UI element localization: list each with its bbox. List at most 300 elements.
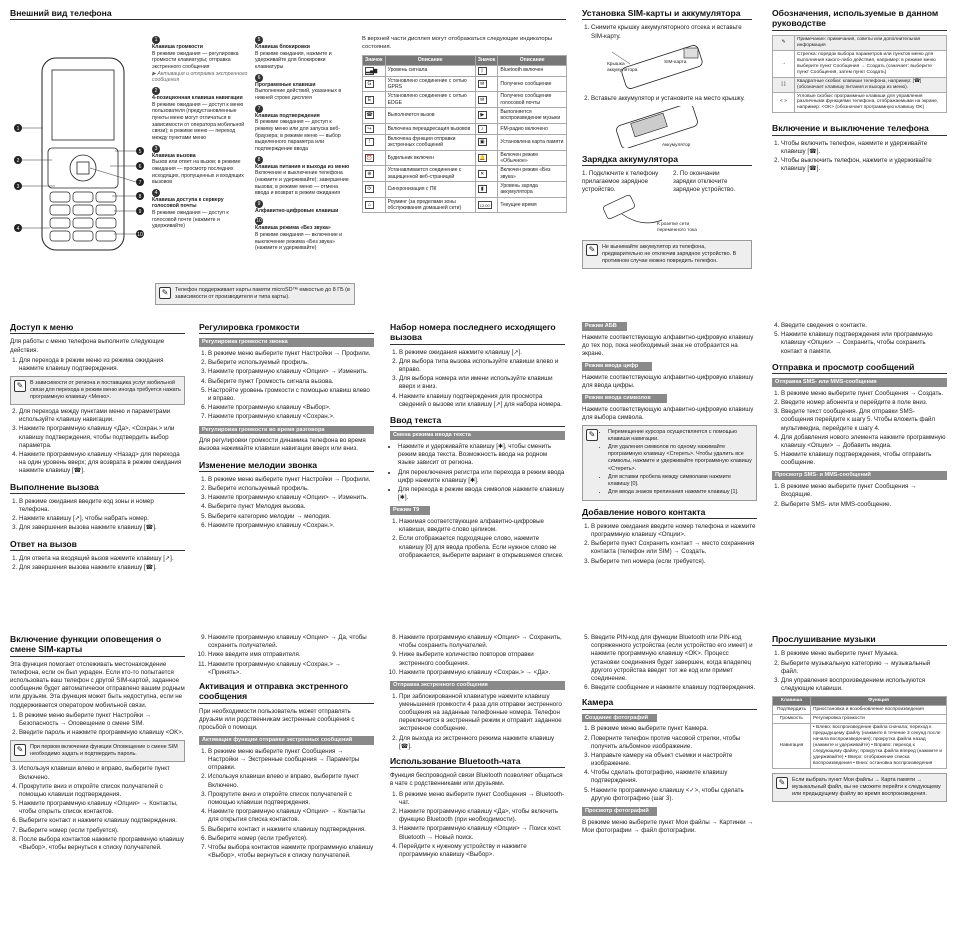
emergency-title: Активация и отправка экстренного сообщения xyxy=(199,681,374,704)
call-icon: ☎ xyxy=(366,112,373,119)
key-descriptions-right xyxy=(255,36,350,255)
voicemail-icon: ✉ xyxy=(478,96,487,104)
subsection-bar: Режим ввода символов xyxy=(582,394,667,403)
list-item: 2. Для выбора типа вызова используйте клавиши влево и вправо. xyxy=(399,358,565,374)
icon-desc: Включен режим «Обычное» xyxy=(498,150,567,166)
messages-view-steps xyxy=(772,483,947,509)
contact-steps xyxy=(582,523,757,566)
sim-alert-note xyxy=(10,740,185,762)
list-item: 2. Для выхода из экстренного режима нажмите клавишу [☎]. xyxy=(399,735,565,751)
volume-section xyxy=(199,322,374,533)
list-item: 1. В режиме ожидания нажмите клавишу [↗]. xyxy=(399,349,565,357)
key-number: 9 xyxy=(255,200,263,208)
sim-steps-2 xyxy=(582,95,752,103)
edge-icon: E xyxy=(365,96,374,104)
list-item: 4. Нажмите программную клавишу <Опции> → Контакты для открытия списка контактов. xyxy=(208,808,374,824)
list-item: 5. Нажмите клавишу подтверждения, чтобы отправить сообщение. xyxy=(781,451,947,467)
camera-steps xyxy=(582,725,757,803)
ringtone-title: Изменение мелодии звонка xyxy=(199,460,374,472)
icon-desc: Выполняется воспроизведение музыки xyxy=(498,108,567,124)
bluetooth-icon: ᛒ xyxy=(478,67,487,75)
key-name: Клавиша режима «Без звука» xyxy=(255,225,331,232)
list-item: • Нажмите и удерживайте клавишу [✱], чтобы сменить режим ввода текста. Возможность ввода на родном языке зависит от региона. xyxy=(398,443,565,468)
key-text: Вызов или ответ на вызов; в режиме ожидания — просмотр последних исходящих, пропущенных и входящих вызовов xyxy=(152,159,244,186)
key-number: 1 xyxy=(152,36,160,44)
silent-icon: ✕ xyxy=(478,170,487,178)
list-item: 1. В режиме меню выберите пункт Настройки → Профили. xyxy=(208,476,374,484)
table-row xyxy=(363,76,567,92)
list-item: 6. Выберите контакт и нажмите клавишу подтверждения. xyxy=(19,817,185,825)
paragraph: В режиме меню выберите пункт Мои файлы → Картинки → Мои фотографии → файл фотографии. xyxy=(582,818,754,834)
subsection-bar: Создание фотографий xyxy=(582,714,657,723)
table-row xyxy=(363,134,567,150)
svg-text:1: 1 xyxy=(16,126,20,132)
subsection-bar: Регулировка громкости во время разговора xyxy=(199,426,374,435)
svg-text:9: 9 xyxy=(138,209,142,215)
answer-title: Ответ на вызов xyxy=(10,539,185,551)
call-title: Выполнение вызова xyxy=(10,482,185,494)
list-item: 5. Выберите категорию мелодии → мелодия. xyxy=(208,513,374,521)
note-icon: ✎ xyxy=(14,380,26,392)
table-row xyxy=(773,35,947,50)
note-text: В зависимости от региона и поставщика услуг мобильной связи для перехода в режим меню иногда требуется нажать программную клавишу <Меню>. xyxy=(30,380,181,401)
list-item: 2. Для завершения вызова нажмите клавишу [☎]. xyxy=(19,564,185,572)
legend-title: Обозначения, используемые в данном руководстве xyxy=(772,8,947,31)
list-item: 4. Нажмите программную клавишу <Назад> для перехода на один уровень вверх; для возврата в режим ожидания нажмите клавишу [☎]. xyxy=(19,451,185,476)
icon-desc: FM-радио включено xyxy=(498,123,567,134)
sos-icon: ! xyxy=(365,138,374,146)
key-text: В режиме ожидания — доступ к режиму меню или для запуска веб-браузера; в режиме меню — выбор выделенного параметра или подтверждение ввода xyxy=(255,119,341,152)
label-sim: SIM-карта xyxy=(664,60,687,65)
sim-alert-steps xyxy=(10,712,185,738)
subsection-bar: Просмотр SMS- и MMS-сообщений xyxy=(772,471,947,480)
call-steps xyxy=(10,498,185,533)
music-steps xyxy=(772,650,947,693)
key-number: 5 xyxy=(255,36,263,44)
legend-text: Угловые скобки: программные клавиши для управления различными функциями телефона, отображаемыми на экране, например: <OK> (обозначает программную клавишу OK) xyxy=(795,92,947,113)
note-text: • Для вставки пробела между символами нажмите клавишу [0]. xyxy=(608,474,753,488)
key-number: 3 xyxy=(152,145,160,153)
icon-desc: Установлена карта памяти xyxy=(498,134,567,150)
table-row xyxy=(773,706,947,715)
list-item: 5. Нажмите программную клавишу <Опции> → Контакты, чтобы открыть список контактов. xyxy=(19,800,185,816)
brackets-icon: [ ] xyxy=(773,77,795,92)
menu-section xyxy=(10,322,185,575)
list-item: 5. Выберите контакт и нажмите клавишу подтверждения. xyxy=(208,826,374,834)
list-item: 9. Ниже выберите количество повторов отправки экстренного сообщения. xyxy=(399,651,565,667)
redial-section xyxy=(390,322,565,563)
text-title: Ввод текста xyxy=(390,415,565,427)
note-text: Телефон поддерживает карты памяти microSD™ емкостью до 8 ГБ (в зависимости от производителя и типа карты). xyxy=(175,287,350,301)
text-items xyxy=(390,443,565,502)
battery-icon: ▮ xyxy=(478,185,487,193)
table-row xyxy=(363,166,567,182)
list-item: 3. Для завершения вызова нажмите клавишу [☎]. xyxy=(19,524,185,532)
sim-alert-steps-2 xyxy=(10,765,185,852)
key-desc xyxy=(255,74,350,102)
function-cell: Регулировка громкости xyxy=(811,715,947,724)
key-name: Клавиша доступа к серверу голосовой почты xyxy=(152,196,224,210)
table-row xyxy=(773,724,947,769)
bt-steps-2 xyxy=(582,634,757,692)
note-icon: ✎ xyxy=(159,287,171,299)
messages-section xyxy=(772,322,947,512)
key-desc xyxy=(255,105,350,153)
list-item: 1. В режиме меню выберите пункт Настройки → Профили. xyxy=(208,350,374,358)
list-item: 9. Нажмите программную клавишу <Опции> → Да, чтобы сохранить получателей. xyxy=(208,634,374,650)
list-item: 1. В режиме меню выберите пункт Сообщения → Создать. xyxy=(781,390,947,398)
icon-desc: Синхронизация с ПК xyxy=(385,181,475,197)
sim-alert-title: Включение функции оповещения о смене SIM-карты xyxy=(10,634,185,657)
bt-section xyxy=(390,634,565,862)
key-desc xyxy=(152,189,248,230)
table-row xyxy=(773,715,947,724)
list-item: • Для перехода в режим ввода символов нажмите клавишу [✱]. xyxy=(398,486,565,502)
key-desc xyxy=(255,217,350,252)
list-item: 4. Чтобы сделать фотографию, нажмите клавишу подтверждения. xyxy=(591,769,757,785)
table-row xyxy=(773,92,947,113)
signal-icon: ▂▄▆ xyxy=(366,67,378,74)
icon-desc: Включена функция отправки экстренных сообщений xyxy=(385,134,475,150)
list-item: 6. Введите сообщение и нажмите клавишу подтверждения. xyxy=(591,684,757,692)
subsection-bar: Режим ввода цифр xyxy=(582,362,652,371)
contact-title: Добавление нового контакта xyxy=(582,507,757,519)
list-item: 4. Прокрутите вниз и откройте список получателей с помощью клавиши подтверждения. xyxy=(19,783,185,799)
answer-steps xyxy=(10,555,185,572)
list-item: 1. Снимите крышку аккумуляторного отсека и вставьте SIM-карту. xyxy=(591,24,752,40)
secure-web-icon: ⊕ xyxy=(365,170,374,178)
list-item: 2. Выберите используемый профиль. xyxy=(208,485,374,493)
icon-desc: Уровень сигнала xyxy=(385,65,475,76)
list-item: 2. Поверните телефон против часовой стрелки, чтобы получить альбомное изображение. xyxy=(591,735,757,751)
music-note xyxy=(772,773,947,802)
key-descriptions-left xyxy=(152,36,248,233)
key-link[interactable]: ▶ Активация и отправка экстренного сообщения xyxy=(152,70,248,84)
subsection-bar: Активация функции отправки экстренных сообщений xyxy=(199,736,374,745)
function-cell: • Влево: воспроизведение файла сначала; переход к предыдущему файлу (нажмите в течение 3 секунд после начала воспроизведения); прокрутка файла назад (нажмите и удерживайте) • Вправо: переход к следующему файлу; прокрутка файла вперед (нажмите и удерживайте) • Вверх: отображение списка воспроизведения • Вниз: остановка воспроизведения xyxy=(811,724,947,769)
paragraph: Для работы с меню телефона выполните следующие действия. xyxy=(10,338,165,354)
icon-desc: Уровень заряда аккумулятора xyxy=(498,181,567,197)
gprs-icon: G xyxy=(365,80,374,88)
list-item: 2. Нажмите программную клавишу <Да>, чтобы включить функцию Bluetooth (при необходимости). xyxy=(399,808,565,824)
table-row xyxy=(363,92,567,108)
key-text: В режиме ожидания — включение и выключение режима «Без звука» (нажмите и удерживайте) xyxy=(255,232,343,252)
subsection-bar: Смена режима ввода текста xyxy=(390,431,565,440)
radio-icon: ♪ xyxy=(478,125,487,133)
redial-title: Набор номера последнего исходящего вызова xyxy=(390,322,565,345)
list-item: 2. Чтобы выключить телефон, нажмите и удерживайте клавишу [☎]. xyxy=(781,157,947,173)
subsection-bar: Отправка SMS- или MMS-сообщения xyxy=(772,378,947,387)
note-text: • Перемещение курсора осуществляется с помощью клавиши навигации. xyxy=(608,429,753,443)
charge-steps: 1. Подключите к телефону прилагаемое зарядное устройство. 2. По окончании зарядки отключите зарядное устройство. xyxy=(582,169,736,194)
table-row xyxy=(363,65,567,76)
note-icon: ✎ xyxy=(776,777,788,789)
charge-step: Подключите к телефону прилагаемое зарядное устройство. xyxy=(582,169,659,194)
table-row xyxy=(363,197,567,213)
list-item: 1. В режиме меню выберите пункт Камера. xyxy=(591,725,757,733)
messages-title: Отправка и просмотр сообщений xyxy=(772,362,947,374)
power-title: Включение и выключение телефона xyxy=(772,123,947,135)
list-item: 8. Нажмите программную клавишу <Опции> → Сохранить, чтобы сохранить получателей. xyxy=(399,634,565,650)
svg-text:2: 2 xyxy=(16,158,20,164)
abc-section xyxy=(582,322,757,569)
svg-text:10: 10 xyxy=(137,232,143,238)
sync-icon: ⟳ xyxy=(365,185,374,193)
key-number: 10 xyxy=(256,218,262,225)
menu-steps-2 xyxy=(10,408,185,476)
charge-step: По окончании зарядки отключите зарядное устройство. xyxy=(673,169,736,194)
menu-steps xyxy=(10,357,185,373)
list-item: • Для переключения регистра или перехода в режим ввода цифр нажмите клавишу [✱]. xyxy=(398,469,565,485)
list-item: 10. Нажмите программную клавишу <Сохран.> → <Да>. xyxy=(399,669,565,677)
key-text: Выполнение действий, указанных в нижней строке дисплея xyxy=(255,88,342,101)
redial-steps xyxy=(390,349,565,409)
list-item: 6. Нажмите программную клавишу <Выбор>. xyxy=(208,404,374,412)
phone-drawing-icon xyxy=(10,56,160,256)
icon-desc: Bluetooth включен xyxy=(498,65,567,76)
paragraph: Эта функция помогает отслеживать местонахождение телефона, если он был украден. Если кто-то попытается использовать ваш телефон с другой SIM-картой, заданное сообщение будет автоматически отправлено вашим родным или друзьям. Эта функция может быть недоступна, если не поддерживается оператором мобильной связи. xyxy=(10,660,185,709)
list-item: 1. В режиме меню выберите пункт Музыка. xyxy=(781,650,947,658)
memory-card-icon: ▣ xyxy=(478,138,487,146)
note-text: Если выбрать пункт Мои файлы → Карта памяти → музыкальный файл, вы не сможете перейти к следующему или предыдущему файлу во время воспроизведения. xyxy=(792,777,941,798)
list-item: 2. Выберите используемый профиль. xyxy=(208,359,374,367)
key-cell: Навигация xyxy=(773,724,811,769)
list-item: 5. Нажмите программную клавишу <✓>, чтобы сделать другую фотографию (шаг 3). xyxy=(591,787,757,803)
angle-brackets-icon: < > xyxy=(773,92,795,113)
icons-header: Описание xyxy=(385,56,475,65)
icon-desc: Выполняется вызов xyxy=(385,108,475,124)
svg-text:6: 6 xyxy=(138,164,142,170)
emergency-section xyxy=(199,634,374,863)
table-header: Клавиша xyxy=(773,697,811,706)
table-row xyxy=(773,50,947,77)
list-item: 3. Нажмите программную клавишу <Опции> → Изменить. xyxy=(208,368,374,376)
abc-note xyxy=(582,425,757,500)
note-text: Не вынимайте аккумулятор из телефона, предварительно не отключив зарядное устройство. В противном случае можно повредить телефон. xyxy=(602,244,737,265)
status-icons xyxy=(362,36,567,213)
svg-text:4: 4 xyxy=(16,226,20,232)
key-name: Алфавитно-цифровые клавиши xyxy=(255,207,339,214)
key-cell: Подтвердить xyxy=(773,706,811,715)
icon-desc: Получено сообщение xyxy=(498,76,567,92)
charge-note xyxy=(582,240,752,269)
paragraph: Для регулировки громкости динамика телефона во время вызова нажимайте клавиши навигации вверх или вниз. xyxy=(199,437,366,453)
key-name: Программные клавиши xyxy=(255,81,316,88)
list-item: 3. Прокрутите вниз и откройте список получателей с помощью клавиши подтверждения. xyxy=(208,791,374,807)
legend-text: Квадратные скобки: клавиши телефона, например: [☎] (обозначает клавишу питания и выхода из меню). xyxy=(795,77,947,92)
key-desc xyxy=(152,36,248,84)
list-item: 11. Нажмите программную клавишу <Сохран.> → <Принять>. xyxy=(208,661,374,677)
list-item: 1. В режиме ожидания введите номер телефона и нажмите программную клавишу <Опции>. xyxy=(591,523,757,539)
play-icon: ▶ xyxy=(478,111,487,119)
key-number: 2 xyxy=(152,87,160,95)
label-cover: Крышка аккумулятора xyxy=(607,62,638,74)
list-item: 4. Перейдите к нужному устройству и нажмите программную клавишу <Выбор>. xyxy=(399,843,565,859)
key-name: Клавиша вызова xyxy=(152,152,196,159)
list-item: 3. Нажмите программную клавишу <Да>, <Сохран.> или клавишу подтверждения, чтобы подтвердить выбор параметра. xyxy=(19,425,185,450)
clock-icon: 12:00 xyxy=(479,202,490,208)
messages-steps xyxy=(772,390,947,468)
list-item: 1. В режиме ожидания введите код зоны и номер телефона. xyxy=(19,498,185,514)
icon-desc: Роуминг (за пределами зоны обслуживания домашней сети) xyxy=(385,197,475,213)
camera-section xyxy=(582,634,757,837)
list-item: 2. Выберите пункт Сохранить контакт → место сохранения контакта (телефон или SIM) → Создать. xyxy=(591,540,757,556)
list-item: 2. Выберите SMS- или MMS-сообщение. xyxy=(781,501,947,509)
icon-desc: Включена переадресация вызовов xyxy=(385,123,475,134)
ringtone-steps xyxy=(199,476,374,530)
list-item: 1. Нажимая соответствующие алфавитно-цифровые клавиши, введите слово целиком. xyxy=(399,518,565,534)
note-icon: ✎ xyxy=(586,429,598,441)
list-item: 7. Чтобы выбора контактов нажмите программную клавишу <Выбор>, чтобы вернуться к списку получателей. xyxy=(208,844,374,860)
list-item: 3. Нажмите программную клавишу <Опции> → Поиск конт. Bluetooth → Новый поиск. xyxy=(399,825,565,841)
paragraph: Нажмите соответствующую алфавитно-цифровую клавишу до тех пор, пока необходимый знак не отобразится на экране. xyxy=(582,333,754,358)
key-desc xyxy=(152,87,248,142)
list-item: 3. Выберите тип номера (если требуется). xyxy=(591,558,757,566)
arrow-icon: → xyxy=(773,50,795,77)
table-row xyxy=(363,181,567,197)
icon-desc: Текущее время xyxy=(498,197,567,213)
music-section xyxy=(772,634,947,805)
list-item: 6. Выберите номер (если требуется). xyxy=(208,835,374,843)
key-text: В режиме ожидания, нажмите и удерживайте для блокировки клавиатуры xyxy=(255,50,332,70)
bt-steps xyxy=(390,791,565,860)
list-item: 3. Используя клавиши влево и вправо, выберите пункт Включено. xyxy=(19,765,185,781)
bell-icon: 🔔 xyxy=(479,154,486,161)
sim-alert-section xyxy=(10,634,185,855)
key-desc xyxy=(255,156,350,197)
key-desc xyxy=(255,36,350,71)
list-item: 2. Введите номер абонента и перейдите в поле вниз. xyxy=(781,399,947,407)
key-name: Клавиша подтверждения xyxy=(255,112,320,119)
svg-text:7: 7 xyxy=(138,180,142,186)
list-item: 7. Выберите номер (если требуется). xyxy=(19,827,185,835)
list-item: 7. Нажмите программную клавишу <Сохран.>. xyxy=(208,413,374,421)
key-text: В режиме ожидания — доступ к голосовой почте (нажмите и удерживайте) xyxy=(152,210,229,230)
emergency-steps-2 xyxy=(390,634,565,677)
table-row xyxy=(773,77,947,92)
key-text: В режиме ожидания — регулировка громкости клавиатуры; отправка экстренного сообщения xyxy=(152,50,239,70)
list-item: 6. Нажмите программную клавишу <Сохран.>. xyxy=(208,522,374,530)
icons-header: Значок xyxy=(363,56,386,65)
label-ac: К розетке сети переменного тока xyxy=(657,221,697,233)
note-text: • Для ввода знаков препинания нажмите клавишу [1]. xyxy=(608,489,753,496)
list-item: 2. Вставьте аккумулятор и установите на место крышку. xyxy=(591,95,752,103)
svg-text:3: 3 xyxy=(16,184,20,190)
list-item: 1. В режиме меню выберите пункт Сообщения → Входящие. xyxy=(781,483,947,499)
appearance-title: Внешний вид телефона xyxy=(10,8,566,20)
key-name: 4-позиционная клавиша навигации xyxy=(152,94,243,101)
label-battery: Аккумулятор xyxy=(662,143,691,149)
key-cell: Громкость xyxy=(773,715,811,724)
emergency-send-steps xyxy=(390,693,565,751)
phone-illustration xyxy=(10,56,160,256)
list-item: 4. Нажмите клавишу подтверждения для просмотра сведений о вызове или клавишу [↗] для набора номера. xyxy=(399,393,565,409)
sim-steps xyxy=(582,24,752,40)
subsection-bar: Отправка экстренного сообщения xyxy=(390,681,565,690)
icons-header: Значок xyxy=(475,56,498,65)
message-icon: ✉ xyxy=(478,80,487,88)
menu-title: Доступ к меню xyxy=(10,322,185,334)
icons-header: Описание xyxy=(498,56,567,65)
list-item: 5. Настройте уровень громкости с помощью клавиш влево и вправо. xyxy=(208,387,374,403)
icon-desc: Установлено соединение с сетью EDGE xyxy=(385,92,475,108)
table-header: Функция xyxy=(811,697,947,706)
list-item: 1. В режиме меню выберите пункт Сообщения → Bluetooth-чат. xyxy=(399,791,565,807)
icon-desc: Включен режим «Без звука» xyxy=(498,166,567,182)
note-text: • Для удаления символов по одному нажимайте программную клавишу <Стереть>. Чтобы удалить все символы, нажмите и удерживайте программную клавишу <Стереть>. xyxy=(608,444,753,472)
icons-intro: В верхней части дисплея могут отображаться следующие индикаторы состояния. xyxy=(362,36,553,50)
list-item: 2. Используя клавиши влево и вправо, выберите пункт Включено. xyxy=(208,773,374,789)
list-item: 4. Для добавления нового элемента нажмите программную клавишу <Опции> → Добавить медиа. xyxy=(781,434,947,450)
icon-desc: Устанавливается соединение с защищенной веб-страницей xyxy=(385,166,475,182)
paragraph: Нажмите соответствующую алфавитно-цифровую клавишу для ввода цифры. xyxy=(582,373,754,390)
list-item: 4. Выберите пункт Громкость сигнала вызова. xyxy=(208,378,374,386)
key-number: 8 xyxy=(255,156,263,164)
list-item: 1. Для ответа на входящий вызов нажмите клавишу [↗]. xyxy=(19,555,185,563)
key-name: Клавиша питания и выхода из меню xyxy=(255,163,350,170)
battery-illustration-icon xyxy=(582,106,752,148)
list-item: 10. Ниже введите имя отправителя. xyxy=(208,651,374,659)
appearance-section xyxy=(10,8,570,308)
sim-section xyxy=(582,8,752,272)
table-row xyxy=(363,123,567,134)
list-item: 4. Выберите пункт Мелодия вызова. xyxy=(208,503,374,511)
music-keys-table xyxy=(772,696,947,769)
svg-text:5: 5 xyxy=(138,149,142,155)
list-item: 3. Нажмите программную клавишу <Опции> → Изменить. xyxy=(208,494,374,502)
menu-note xyxy=(10,376,185,405)
key-desc xyxy=(152,145,248,186)
subsection-bar: Режим АБВ xyxy=(582,322,627,331)
key-text: В режиме ожидания — доступ к меню пользователя (предустановленные пункты меню могут отличаться в зависимости от оператора мобильной связи); в режиме меню — переход между пунктами меню xyxy=(152,101,245,141)
bt-title: Использование Bluetooth-чата xyxy=(390,756,565,768)
power-steps xyxy=(772,140,947,174)
function-cell: Приостановка и возобновление воспроизведения xyxy=(811,706,947,715)
key-name: Клавиша громкости xyxy=(152,44,203,50)
list-item: 5. Нажмите клавишу подтверждения или программную клавишу <Опции> → Сохранить, чтобы сохранить контакт в памяти. xyxy=(781,331,947,356)
list-item: 1. В режиме меню выберите пункт Сообщения → Настройки → Экстренные сообщения → Параметры отправки. xyxy=(208,748,374,773)
svg-text:8: 8 xyxy=(138,194,142,200)
emergency-steps xyxy=(199,748,374,860)
sim-title: Установка SIM-карты и аккумулятора xyxy=(582,8,752,20)
list-item: 3. Направьте камеру на объект съемки и настройте изображение. xyxy=(591,752,757,768)
key-number: 4 xyxy=(152,189,160,197)
legend-text: Примечание: примечания, советы или дополнительная информация xyxy=(795,35,947,50)
note-icon: ✎ xyxy=(586,244,598,256)
music-title: Прослушивание музыки xyxy=(772,634,947,646)
table-row xyxy=(363,150,567,166)
list-item: 2. Выберите музыкальную категорию → музыкальный файл. xyxy=(781,660,947,676)
sim-alert-steps-3 xyxy=(199,634,374,677)
list-item: 3. Для управления воспроизведением используются следующие клавиши. xyxy=(781,677,947,693)
charge-title: Зарядка аккумулятора xyxy=(582,154,752,166)
legend-section xyxy=(772,8,947,177)
note-icon: ✎ xyxy=(773,35,795,50)
key-desc xyxy=(255,200,350,215)
list-item: 8. После выбора контактов нажмите программную клавишу <Выбор>, чтобы вернуться к списку получателей. xyxy=(19,836,185,852)
sd-note xyxy=(155,283,355,305)
contact-steps-2 xyxy=(772,322,947,356)
t9-steps xyxy=(390,518,565,560)
key-number: 7 xyxy=(255,105,263,113)
note-text: При первом включении функции Оповещение о смене SIM необходимо задать и подтвердить пароль. xyxy=(30,744,178,758)
key-text: Включение и выключение телефона (нажмите и удерживайте); завершение вызова; в режиме меню — отмена ввода и возврат в режим ожидания xyxy=(255,170,349,197)
list-item: 2. Если отображается подходящее слово, нажмите клавишу [0] для ввода пробела. Если нужное слово не отображается, выберите вариант в открывшемся списке. xyxy=(399,535,565,560)
status-icons-table xyxy=(362,55,567,213)
paragraph: Функция беспроводной связи Bluetooth позволяет общаться в чате с родственниками или друзьями. xyxy=(390,772,563,788)
volume-title: Регулировка громкости xyxy=(199,322,374,334)
note-icon: ✎ xyxy=(14,744,26,756)
